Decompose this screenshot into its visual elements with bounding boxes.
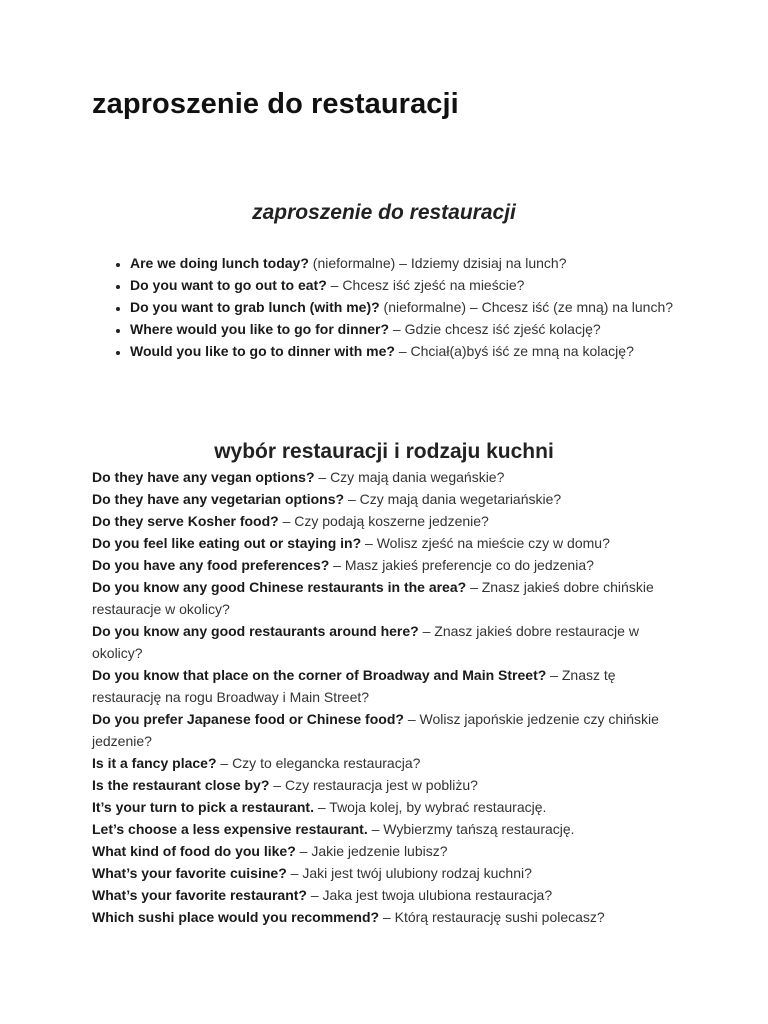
polish-translation: – Wybierzmy tańszą restaurację. — [367, 821, 575, 837]
english-phrase: Do they have any vegan options? — [92, 469, 315, 485]
polish-translation: – Znasz jakieś dobre restauracje w okolicy? — [92, 623, 639, 661]
english-phrase: Do you know any good restaurants around here? — [92, 623, 419, 639]
polish-translation: – Idziemy dzisiaj na lunch? — [395, 255, 567, 271]
list-item — [92, 796, 682, 818]
polish-translation: – Chcesz iść (ze mną) na lunch? — [466, 299, 674, 315]
english-phrase: Do they serve Kosher food? — [92, 513, 279, 529]
english-phrase: Is it a fancy place? — [92, 755, 217, 771]
english-phrase: Would you like to go to dinner with me? — [130, 343, 395, 359]
invitation-section-heading: zaproszenie do restauracji — [252, 201, 516, 224]
english-phrase: Where would you like to go for dinner? — [130, 321, 389, 337]
english-phrase: Do you want to go out to eat? — [130, 277, 327, 293]
polish-translation: – Jaka jest twoja ulubiona restauracja? — [306, 887, 553, 903]
list-item — [92, 862, 682, 884]
polish-translation: – Masz jakieś preferencje co do jedzenia? — [329, 557, 594, 573]
english-phrase: Do you want to grab lunch (with me)? — [130, 299, 380, 315]
list-item — [92, 620, 682, 664]
register-note: (nieformalne) — [379, 299, 467, 315]
polish-translation: – Twoja kolej, by wybrać restaurację. — [313, 799, 547, 815]
polish-translation: – Znasz jakieś dobre chińskie restauracje w okolicy? — [92, 579, 654, 617]
list-item — [92, 774, 682, 796]
english-phrase: Let’s choose a less expensive restaurant. — [92, 821, 368, 837]
polish-translation: – Znasz tę restaurację na rogu Broadway i Main Street? — [92, 667, 616, 705]
english-phrase: Which sushi place would you recommend? — [92, 909, 380, 925]
english-phrase: Is the restaurant close by? — [92, 777, 270, 793]
polish-translation: – Czy restauracja jest w pobliżu? — [269, 777, 478, 793]
list-item — [92, 664, 682, 708]
english-phrase: Do you feel like eating out or staying in? — [92, 535, 362, 551]
list-item — [92, 884, 682, 906]
list-item — [92, 840, 682, 862]
document-title: zaproszenie do restauracji — [92, 88, 459, 120]
list-item — [92, 488, 682, 510]
polish-translation: – Chciał(a)byś iść ze mną na kolację? — [394, 343, 634, 359]
list-item — [130, 318, 700, 340]
list-item — [92, 576, 682, 620]
english-phrase: What’s your favorite restaurant? — [92, 887, 307, 903]
list-item — [92, 466, 682, 488]
english-phrase: What kind of food do you like? — [92, 843, 296, 859]
english-phrase: Do you have any food preferences? — [92, 557, 330, 573]
list-item — [130, 296, 700, 318]
polish-translation: – Chcesz iść zjeść na mieście? — [326, 277, 525, 293]
polish-translation: – Czy mają dania wegetariańskie? — [344, 491, 562, 507]
polish-translation: – Czy to elegancka restauracja? — [216, 755, 421, 771]
polish-translation: – Gdzie chcesz iść zjeść kolację? — [389, 321, 601, 337]
english-phrase: It’s your turn to pick a restaurant. — [92, 799, 314, 815]
list-item — [92, 818, 682, 840]
polish-translation: – Wolisz japońskie jedzenie czy chińskie jedzenie? — [92, 711, 659, 749]
list-item — [92, 752, 682, 774]
list-item — [92, 532, 682, 554]
list-item — [92, 708, 682, 752]
polish-translation: – Czy podają koszerne jedzenie? — [278, 513, 489, 529]
register-note: (nieformalne) — [308, 255, 396, 271]
polish-translation: – Czy mają dania wegańskie? — [314, 469, 505, 485]
list-item — [130, 340, 700, 362]
polish-translation: – Wolisz zjeść na mieście czy w domu? — [361, 535, 610, 551]
choice-section-heading: wybór restauracji i rodzaju kuchni — [214, 440, 554, 463]
polish-translation: – Którą restaurację sushi polecasz? — [379, 909, 605, 925]
english-phrase: Do they have any vegetarian options? — [92, 491, 345, 507]
english-phrase: Do you prefer Japanese food or Chinese food? — [92, 711, 404, 727]
choice-phrase-list — [92, 466, 682, 928]
list-item — [92, 554, 682, 576]
polish-translation: – Jaki jest twój ulubiony rodzaj kuchni? — [286, 865, 532, 881]
english-phrase: Do you know any good Chinese restaurants in the area? — [92, 579, 467, 595]
english-phrase: What’s your favorite cuisine? — [92, 865, 287, 881]
polish-translation: – Jakie jedzenie lubisz? — [295, 843, 448, 859]
english-phrase: Are we doing lunch today? — [130, 255, 309, 271]
list-item — [92, 906, 682, 928]
invitation-phrase-list — [112, 252, 700, 362]
english-phrase: Do you know that place on the corner of Broadway and Main Street? — [92, 667, 547, 683]
list-item — [130, 274, 700, 296]
list-item — [92, 510, 682, 532]
list-item — [130, 252, 700, 274]
